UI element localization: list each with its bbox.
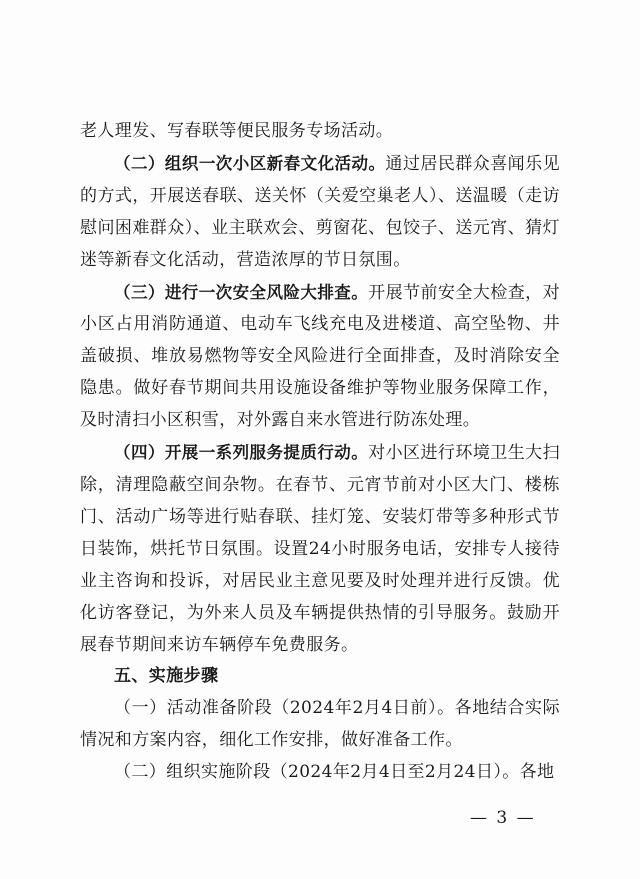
- section-title: 五、实施步骤: [114, 666, 219, 687]
- item-heading: （二）组织一次小区新春文化活动。: [114, 153, 386, 173]
- item-heading: （三）进行一次安全风险大排查。: [114, 282, 369, 302]
- item-body: 通过居民群众喜闻乐见的方式，开展送春联、送关怀（关爱空巢老人）、送温暖（走访慰问困难群众）、业主联欢会、剪窗花、包饺子、送元宵、猜灯迷等新春文化活动，营造浓厚的节日氛围。: [80, 153, 560, 270]
- paragraph-step-2: （二）组织实施阶段（2024年2月4日至2月24日）。各地: [114, 762, 555, 783]
- page-number: — 3 —: [470, 808, 536, 828]
- item-body: 开展节前安全大检查，对小区占用消防通道、电动车飞线充电及进楼道、高空坠物、井盖破损、堆放易燃物等安全风险进行全面排查，及时消除安全隐患。做好春节期间共用设施设备维护等物业服务保障工作，及时清扫小区积雪，对外露自来水管进行防冻处理。: [80, 282, 560, 431]
- paragraph-item-4: [80, 437, 560, 661]
- paragraph-step-1: （一）活动准备阶段（2024年2月4日前）。各地结合实际情况和方案内容，细化工作安排，做好准备工作。: [80, 698, 560, 751]
- paragraph-continuation: 老人理发、写春联等便民服务专场活动。: [80, 121, 394, 141]
- item-body: 对小区进行环境卫生大扫除，清理隐蔽空间杂物。在春节、元宵节前对小区大门、楼栋门、活动广场等进行贴春联、挂灯笼、安装灯带等多种形式节日装饰，烘托节日氛围。设置24小时服务电话，安排专人接待业主咨询和投诉，对居民业主意见要及时处理并进行反馈。优化访客登记，为外来人员及车辆提供热情的引导服务。鼓励开展春节期间来访车辆停车免费服务。: [80, 443, 560, 655]
- item-heading: （四）开展一系列服务提质行动。: [114, 443, 369, 463]
- paragraph-item-3: [80, 277, 560, 438]
- paragraph-item-2: [80, 148, 560, 277]
- document-body: [80, 116, 560, 789]
